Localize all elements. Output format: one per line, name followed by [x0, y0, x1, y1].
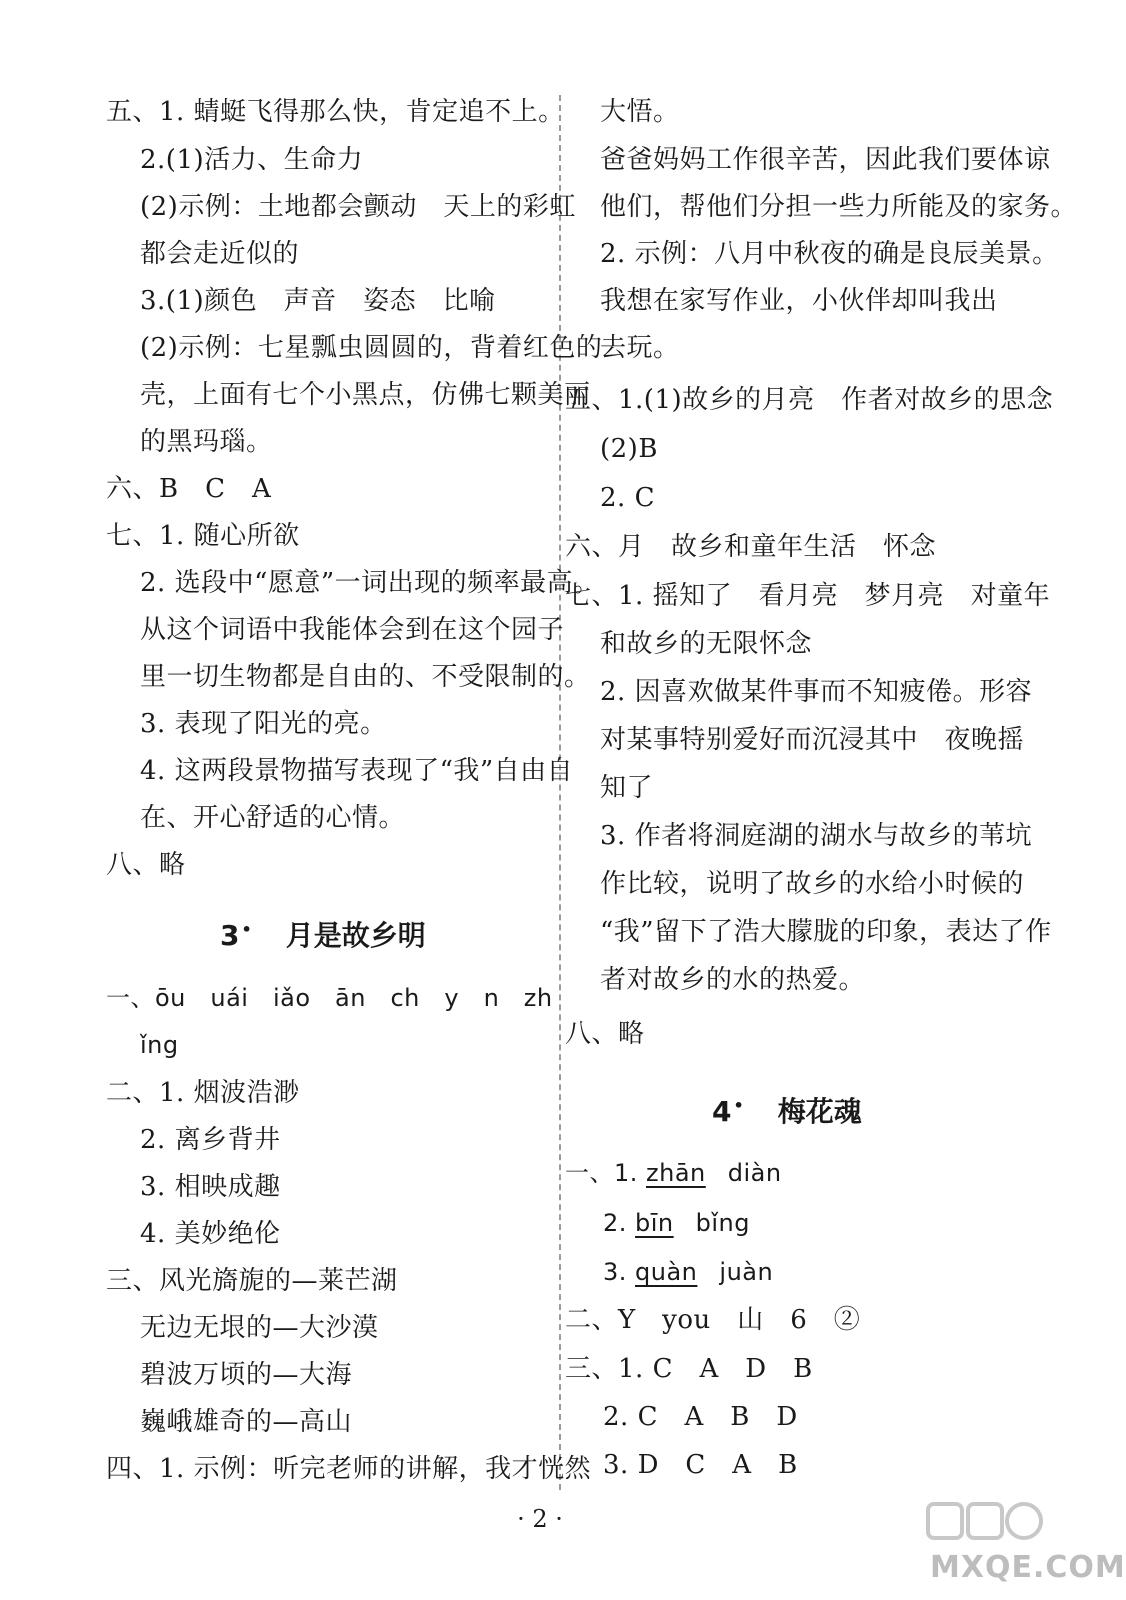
underlined-pinyin: zhān	[646, 1159, 706, 1187]
answer-line: 五、1.(1)故乡的月亮 作者对故乡的思念	[565, 385, 1054, 415]
answer-line: 和故乡的无限怀念	[600, 629, 813, 659]
answer-line: 五、1. 蜻蜓飞得那么快，肯定追不上。	[106, 97, 565, 127]
answer-line: 2. C	[600, 483, 655, 513]
answer-line: ǐng	[140, 1031, 179, 1059]
answer-line: 四、1. 示例：听完老师的讲解，我才恍然	[106, 1454, 592, 1484]
lesson-4-heading	[712, 1090, 862, 1130]
answer-line: 者对故乡的水的热爱。	[600, 965, 866, 995]
answer-line: (2)B	[600, 434, 658, 464]
answer-line: (2)示例：七星瓢虫圆圆的，背着红色的	[140, 333, 603, 363]
watermark-text: MXQE.COM	[930, 1550, 1126, 1585]
answer-line: 壳，上面有七个小黑点，仿佛七颗美丽	[140, 380, 591, 410]
column-divider	[559, 95, 561, 1490]
answer-line: 4. 这两段景物描写表现了“我”自由自	[140, 756, 574, 786]
answer-line: 二、Y you 山 6 ②	[565, 1305, 861, 1335]
answer-line: 知了	[600, 773, 654, 803]
answer-line: 2. 选段中“愿意”一词出现的频率最高。	[140, 568, 600, 598]
answer-line: 六、月 故乡和童年生活 怀念	[565, 532, 937, 562]
answer-line: 碧波万顷的—大海	[140, 1360, 353, 1390]
answer-line: 里一切生物都是自由的、不受限制的。	[140, 662, 591, 692]
answer-line: 去玩。	[600, 333, 680, 363]
answer-line: 3. 作者将洞庭湖的湖水与故乡的苇坑	[600, 821, 1033, 851]
watermark-icon	[900, 1500, 1060, 1550]
lesson-3-heading	[220, 914, 426, 954]
answer-line: 都会走近似的	[140, 239, 300, 269]
answer-line: 巍峨雄奇的—高山	[140, 1407, 353, 1437]
answer-line: 作比较，说明了故乡的水给小时候的	[600, 869, 1025, 899]
answer-line: 对某事特别爱好而沉浸其中 夜晚摇	[600, 725, 1025, 755]
answer-line: 在、开心舒适的心情。	[140, 803, 406, 833]
answer-line: 大悟。	[600, 97, 680, 127]
answer-line: “我”留下了浩大朦胧的印象，表达了作	[600, 917, 1052, 947]
pinyin-answer-line: 一、1. zhān diàn	[565, 1159, 782, 1187]
answer-line: 一、ōu uái iǎo ān ch y n zh	[106, 984, 553, 1012]
pinyin-answer-line: 2. bīn bǐng	[603, 1209, 751, 1237]
answer-line: 无边无垠的—大沙漠	[140, 1313, 379, 1343]
answer-line: 从这个词语中我能体会到在这个园子	[140, 615, 565, 645]
answer-line: 3. 相映成趣	[140, 1172, 281, 1202]
underlined-pinyin: bīn	[635, 1209, 674, 1237]
answer-line: 二、1. 烟波浩渺	[106, 1078, 300, 1108]
answer-line: 七、1. 随心所欲	[106, 521, 300, 551]
pinyin-answer-line: 3. quàn juàn	[603, 1258, 774, 1286]
answer-line: 七、1. 摇知了 看月亮 梦月亮 对童年	[565, 581, 1051, 611]
answer-line: 我想在家写作业，小伙伴却叫我出	[600, 286, 998, 316]
answer-line: 爸爸妈妈工作很辛苦，因此我们要体谅	[600, 145, 1051, 175]
answer-line: 他们，帮他们分担一些力所能及的家务。	[600, 192, 1078, 222]
answer-line: 3.(1)颜色 声音 姿态 比喻	[140, 286, 496, 316]
lesson-title: 梅花魂	[777, 1095, 862, 1128]
answer-line: 三、风光旖旎的—莱芒湖	[106, 1266, 398, 1296]
answer-line: 2. 示例：八月中秋夜的确是良辰美景。	[600, 239, 1059, 269]
lesson-number: 3 •	[220, 919, 252, 952]
lesson-number: 4 •	[712, 1095, 744, 1128]
answer-line: 3. D C A B	[603, 1450, 798, 1480]
lesson-title: 月是故乡明	[285, 919, 426, 952]
answer-line: 八、略	[565, 1019, 645, 1049]
answer-line: 八、略	[106, 850, 186, 880]
answer-line: 2. C A B D	[603, 1402, 798, 1432]
answer-line: 的黑玛瑙。	[140, 427, 273, 457]
answer-line: 2.(1)活力、生命力	[140, 145, 364, 175]
answer-line: 三、1. C A D B	[565, 1354, 813, 1384]
answer-line: 2. 因喜欢做某件事而不知疲倦。形容	[600, 677, 1033, 707]
answer-line: (2)示例：土地都会颤动 天上的彩虹	[140, 192, 576, 222]
answer-line: 2. 离乡背井	[140, 1125, 281, 1155]
watermark-logo	[900, 1500, 1126, 1590]
underlined-pinyin: quàn	[635, 1258, 698, 1286]
answer-line: 4. 美妙绝伦	[140, 1219, 281, 1249]
answer-line: 六、B C A	[106, 474, 272, 504]
answer-line: 3. 表现了阳光的亮。	[140, 709, 387, 739]
page-number: · 2 ·	[517, 1505, 563, 1533]
